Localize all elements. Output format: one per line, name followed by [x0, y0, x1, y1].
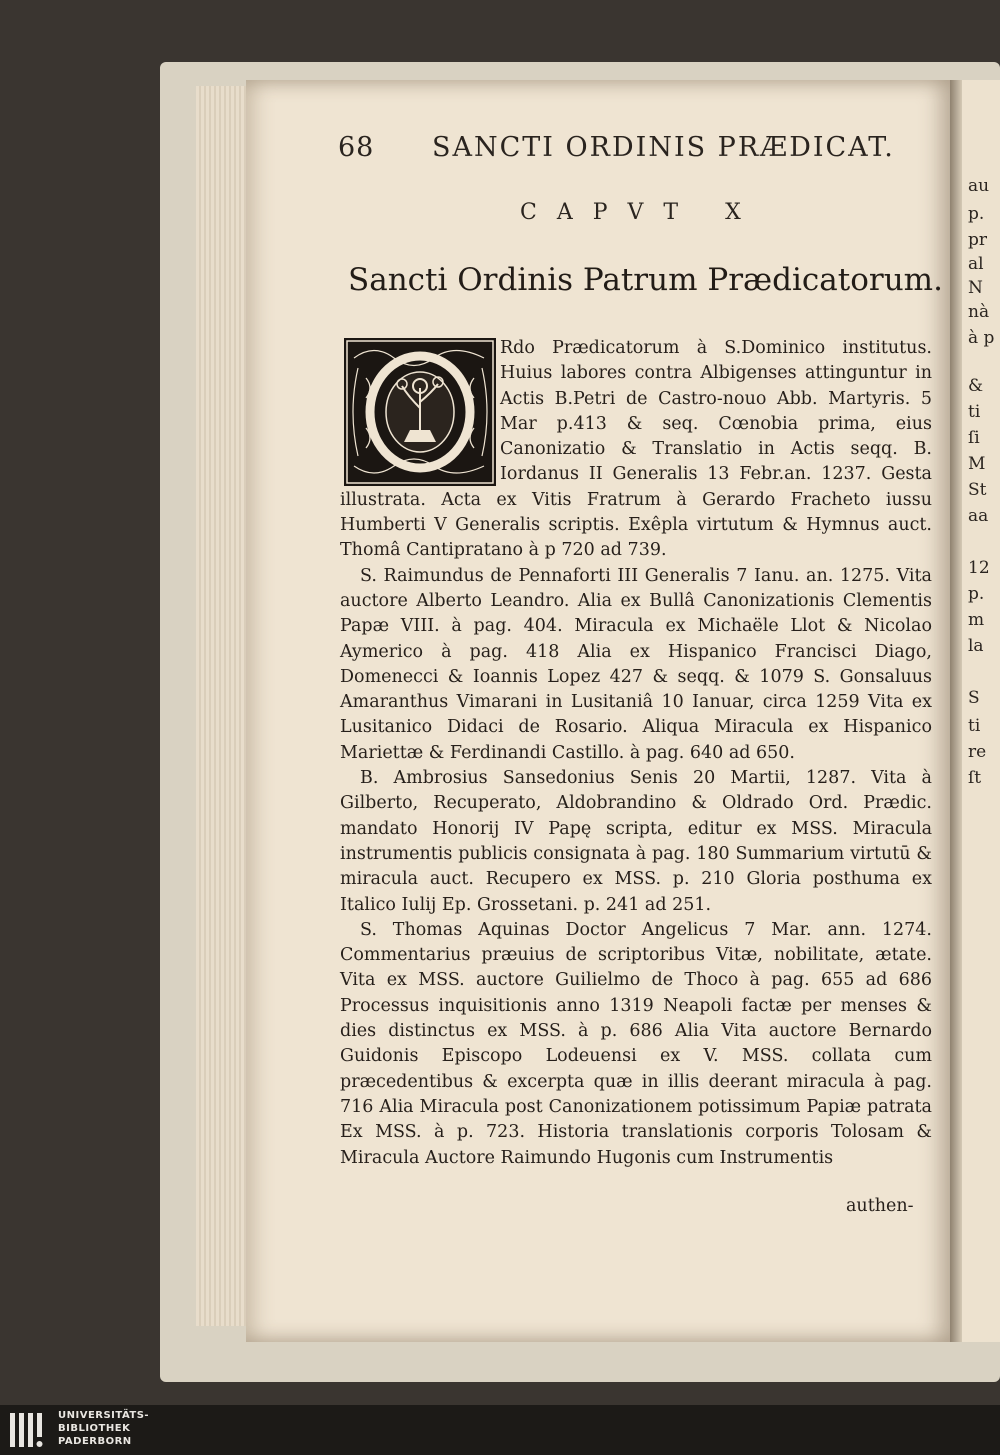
- facing-fragment: ſt: [968, 768, 982, 788]
- page-number: 68: [338, 132, 375, 163]
- facing-fragment: ſi: [968, 428, 980, 448]
- paragraph: S. Thomas Aquinas Doctor Angelicus 7 Mar. ann. 1274. Commentarius præuius de scriptoribus Vitæ, nobilitate, ætate. Vita ex MSS. auctore Guilielmo de Thoco à pag. 655 ad 686 Processus inquisitionis anno 1319 Neapoli factæ per menses & dies distinctus ex MSS. à p. 686 Alia Vita auctore Bernardo Guidonis Episcopo Lodeuensi ex V. MSS. collata cum præcedentibus & excerpta quæ in illis deerant miracula à pag. 716 Alia Miracula post Canonizationem potissimum Papiæ patrata Ex MSS. à p. 723. Historia translationis corporis Tolosam & Miracula Auctore Raimundo Hugonis cum Instrumentis: [340, 919, 932, 1168]
- running-header: [338, 132, 938, 172]
- facing-fragment: ti: [968, 716, 981, 736]
- logo-line: BIBLIOTHEK: [58, 1423, 131, 1434]
- facing-fragment: N: [968, 278, 983, 298]
- book-gutter: [950, 80, 962, 1342]
- facing-fragment: aa: [968, 506, 989, 526]
- paragraph: B. Ambrosius Sansedonius Senis 20 Martii, 1287. Vita à Gilberto, Recuperato, Aldobrandino & Oldrado Ord. Prædic. mandato Honorij IV Papę scripta, editur ex MSS. Miracula instrumentis publicis consignata à pag. 180 Summarium virtutū & miracula auct. Recupero ex MSS. p. 210 Gloria posthuma ex Italico Iulij Ep. Grossetani. p. 241 ad 251.: [340, 768, 932, 915]
- paragraph-text: Rdo Prædicatorum à S.Dominico institutus. Huius labores contra Albigenses attinguntur in Actis B.Petri de Castro-nouo Abb. Martyris. 5 Mar p.413 & seq. Cœnobia prima, eius Canonizatio & Translatio in Actis seqq. B. Iordanus II Generalis 13 Febr.an. 1237. Gesta illustrata. Acta ex Vitis Fratrum à Gerardo Fracheto iussu Humberti V Generalis scriptis. Exêpla virtutum & Hymnus auct. Thomâ Cantipratano à p 720 ad 739.: [340, 338, 932, 561]
- facing-fragment: St: [968, 480, 987, 500]
- facing-fragment: al: [968, 254, 984, 274]
- page-edges: [196, 86, 246, 1326]
- initial-space: [340, 336, 500, 486]
- facing-fragment: p.: [968, 584, 985, 604]
- logo-line: UNIVERSITÄTS-: [58, 1410, 150, 1421]
- facing-fragment: pr: [968, 230, 988, 250]
- facing-fragment: M: [968, 454, 986, 474]
- logo-line: PADERBORN: [58, 1436, 132, 1447]
- facing-fragment: ti: [968, 402, 981, 422]
- facing-fragment: la: [968, 636, 984, 656]
- facing-page: [962, 80, 1000, 1342]
- facing-fragment: m: [968, 610, 985, 630]
- library-logo-text: [58, 1409, 149, 1448]
- library-logo-icon: [8, 1409, 50, 1451]
- facing-fragment: p.: [968, 204, 985, 224]
- facing-fragment: 12: [968, 558, 990, 578]
- body-text: [340, 336, 932, 1171]
- facing-fragment: &: [968, 376, 984, 396]
- page-title: Sancti Ordinis Patrum Prædicatorum.: [348, 262, 943, 298]
- chapter-heading: CAPVT X: [520, 200, 761, 225]
- facing-fragment: S: [968, 688, 980, 708]
- paragraph: S. Raimundus de Pennaforti III Generalis 7 Ianu. an. 1275. Vita auctore Alberto Leandro. Alia ex Bullâ Canonizationis Clementis Papæ VIII. à pag. 404. Miracula ex Michaële Llot & Nicolao Aymerico à pag. 418 Alia ex Hispanico Francisci Diago, Domenecci & Ioannis Lopez 427 & seqq. & 1079 S. Gonsaluus Amaranthus Vimarani in Lusitaniâ 10 Ianuar, circa 1259 Vita ex Lusitanico Didaci de Rosario. Aliqua Miracula ex Hispanico Mariettæ & Ferdinandi Castillo. à pag. 640 ad 650.: [340, 565, 932, 763]
- paragraph: [340, 336, 932, 564]
- facing-fragment: nà: [968, 302, 990, 322]
- facing-fragment: re: [968, 742, 987, 762]
- footer-bar: [0, 1405, 1000, 1455]
- facing-fragment: au: [968, 176, 990, 196]
- facing-fragment: à p: [968, 328, 995, 348]
- running-head: SANCTI ORDINIS PRÆDICAT.: [432, 132, 895, 163]
- catchword: authen-: [846, 1196, 914, 1216]
